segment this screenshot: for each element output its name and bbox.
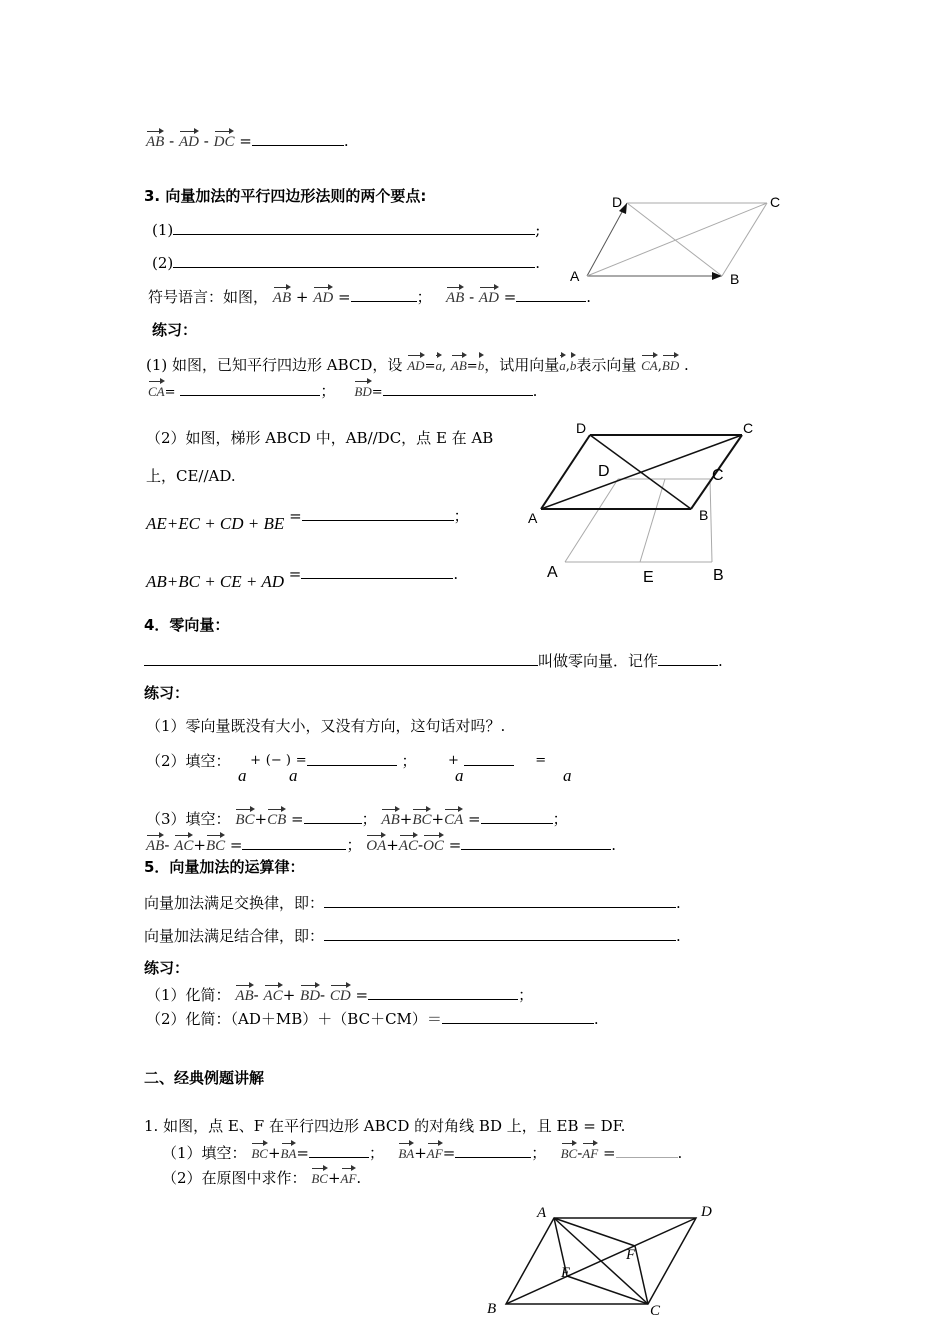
label-d-ghost: D — [598, 463, 610, 480]
exercise-title: 练习： — [144, 684, 190, 702]
answer-blank[interactable] — [301, 563, 453, 579]
associative-law: 向量加法满足结合律，即： . — [144, 927, 681, 945]
exercise-4-q1: （1）化简： AB- AC+ BD- CD = ； — [146, 982, 533, 1006]
answer-blank[interactable] — [464, 750, 514, 766]
point-2: (2) . — [152, 254, 541, 272]
answer-blank[interactable] — [144, 650, 538, 666]
answer-blank[interactable] — [481, 808, 553, 824]
exercise-2-expr-1: AE+EC + CD + BE = ； — [146, 507, 469, 533]
answer-blank[interactable] — [658, 650, 718, 666]
exercise-2-text-1: （2）如图，梯形 ABCD 中，AB//DC，点 E 在 AB — [146, 429, 494, 447]
label-f: F — [626, 1247, 636, 1263]
exercise-3-q2: （2）填空： + (− ) = ； + = — [146, 752, 547, 770]
zero-vector-definition: 叫做零向量．记作 . — [144, 650, 723, 671]
answer-blank[interactable] — [383, 380, 533, 396]
exercise-2-expr-2: AB+BC + CE + AD = . — [146, 565, 459, 591]
answer-blank[interactable] — [455, 1142, 531, 1158]
label-a: A — [528, 510, 538, 526]
example-1-fill: （1）填空： BC+BA= ； BA+AF= ； BC-AF = . — [162, 1140, 682, 1164]
answer-blank[interactable] — [307, 750, 397, 766]
section-5-title: 5．向量加法的运算律： — [144, 858, 305, 876]
label-e: E — [561, 1265, 571, 1281]
label-d: D — [576, 420, 587, 436]
answer-blank[interactable] — [324, 925, 676, 941]
exercise-1-question: (1) 如图，已知平行四边形 ABCD，设 AD=a, AB=b，试用向量a,b表示向量 CA,BD . — [146, 352, 689, 377]
commutative-law: 向量加法满足交换律，即： . — [144, 894, 681, 912]
answer-blank[interactable] — [616, 1142, 678, 1158]
exercise-3-q3-line1: （3）填空： BC+CB = ； AB+BC+CA = ； — [146, 806, 568, 830]
label-a-ghost: A — [547, 564, 558, 581]
label-a: A — [537, 1205, 547, 1221]
parallelogram-ef-figure — [480, 1198, 740, 1328]
exercise-3-q1: （1）零向量既没有大小，又没有方向，这句话对吗？. — [146, 717, 506, 735]
label-b: B — [730, 271, 740, 287]
label-c: C — [650, 1303, 661, 1319]
section-4-title: 4．零向量： — [144, 616, 230, 634]
answer-blank[interactable] — [173, 252, 535, 268]
answer-blank[interactable] — [180, 380, 320, 396]
symbol-language: 符号语言：如图， AB + AD = ； AB - AD = . — [148, 284, 591, 308]
example-1-draw: （2）在原图中求作： BC+AF. — [162, 1165, 361, 1189]
label-d: D — [701, 1204, 712, 1220]
answer-blank[interactable] — [252, 130, 344, 146]
answer-blank[interactable] — [461, 834, 611, 850]
vector-ad: AD — [179, 128, 199, 152]
vector-dc: DC — [214, 128, 235, 152]
exercise-2-text-2: 上，CE//AD. — [146, 467, 236, 485]
symbol-a: a — [563, 766, 572, 785]
label-b: B — [699, 507, 709, 523]
exercise-3-q3-line2: AB- AC+BC = ； OA+AC-OC = . — [146, 832, 616, 856]
expression-line-1: AB - AD - DC = . — [146, 128, 349, 152]
parallelogram-figure — [560, 190, 790, 290]
exercise-title: 练习： — [144, 959, 190, 977]
answer-blank[interactable] — [351, 286, 417, 302]
answer-blank[interactable] — [173, 219, 535, 235]
part-2-title: 二、经典例题讲解 — [144, 1069, 265, 1087]
answer-blank[interactable] — [324, 892, 676, 908]
symbol-a: a — [455, 766, 464, 785]
answer-blank[interactable] — [442, 1008, 594, 1024]
answer-blank[interactable] — [309, 1142, 369, 1158]
answer-blank[interactable] — [368, 984, 518, 1000]
answer-blank[interactable] — [304, 808, 362, 824]
exercise-1-answers: CA= ； BD= . — [148, 378, 537, 403]
label-d: D — [612, 194, 623, 210]
label-c: C — [743, 420, 754, 436]
answer-blank[interactable] — [302, 505, 454, 521]
exercise-title: 练习： — [152, 321, 198, 339]
exercise-4-q2: （2）化简：（AD＋MB）＋（BC＋CM）＝ . — [146, 1010, 599, 1028]
trapezoid-figure — [525, 418, 765, 588]
point-1: (1) ; — [152, 221, 541, 239]
symbol-a: a — [238, 766, 247, 785]
label-c: C — [770, 194, 781, 210]
section-3-title: 3. 向量加法的平行四边形法则的两个要点: — [144, 187, 427, 205]
label-b-ghost: B — [713, 567, 724, 584]
label-c-ghost: C — [712, 467, 724, 484]
answer-blank[interactable] — [242, 834, 346, 850]
example-1-question: 1. 如图，点 E、F 在平行四边形 ABCD 的对角线 BD 上，且 EB = DF. — [144, 1117, 626, 1135]
label-e-ghost: E — [643, 569, 654, 586]
symbol-a: a — [289, 766, 298, 785]
vector-ab: AB — [146, 128, 164, 152]
label-b: B — [487, 1301, 497, 1317]
label-a: A — [570, 268, 580, 284]
